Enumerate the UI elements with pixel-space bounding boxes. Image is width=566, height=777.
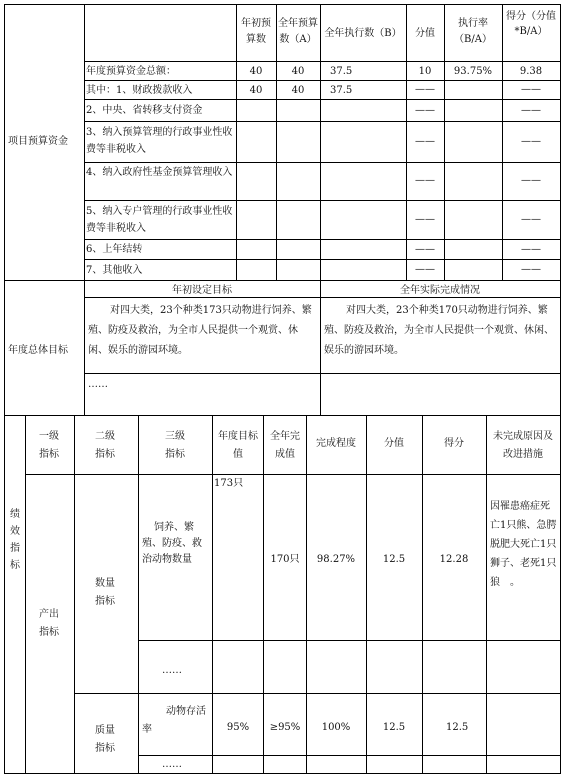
quantity-indicator: 饲养、繁殖、防疫、救治动物数量 [142, 522, 202, 565]
header-score: 得分 [444, 438, 464, 449]
grid-line [84, 297, 560, 298]
quantity-target: 173只 [214, 478, 244, 489]
budget-value: —— [415, 136, 435, 147]
budget-score: —— [521, 105, 541, 116]
budget-row-label: 6、上年结转 [86, 244, 143, 255]
quality-label: 质量指标 [95, 725, 115, 754]
grid-line [320, 4, 321, 415]
budget-row-label: 2、中央、省转移支付资金 [86, 105, 203, 116]
grid-line [84, 99, 560, 100]
budget-value: 10 [418, 66, 432, 77]
budget-score: —— [521, 84, 541, 95]
quantity-label: 数量指标 [95, 578, 115, 607]
budget-value: —— [415, 175, 435, 186]
grid-line [212, 415, 213, 773]
budget-row-label: 5、纳入专户管理的行政事业性收费等非税收入 [86, 206, 233, 234]
grid-line [138, 415, 139, 773]
grid-line [422, 415, 423, 773]
grid-line [366, 415, 367, 773]
goals-planned-text: 对四大类，23个种类173只动物进行饲养、繁殖、防疫及救治，为全市人民提供一个观赏、休闲、娱乐的游园环境。 [88, 305, 312, 356]
budget-full: 40 [291, 85, 305, 96]
quantity-more: …… [162, 665, 182, 676]
budget-value: —— [415, 105, 435, 116]
header-target: 年度目标值 [218, 431, 258, 460]
budget-full: 40 [291, 66, 305, 77]
grid-line [4, 280, 560, 281]
quantity-reason: 因罹患癌症死亡1只熊、急腭脱肥大死亡1只狮子、老死1只狼 。 [490, 501, 557, 588]
grid-line [84, 239, 560, 240]
budget-score: 9.38 [519, 66, 543, 77]
budget-row-label: 年度预算资金总额： [86, 66, 176, 77]
grid-line [74, 693, 560, 694]
budget-section-label: 项目预算资金 [8, 136, 68, 147]
grid-line [84, 162, 560, 163]
grid-line [84, 61, 560, 62]
header-full-year-budget: 全年预算数（A） [278, 18, 318, 45]
grid-line [25, 474, 560, 475]
goals-more: …… [88, 379, 108, 390]
grid-line [306, 415, 307, 773]
grid-line [486, 415, 487, 773]
grid-line [444, 4, 445, 280]
grid-line [4, 415, 560, 416]
quality-more: …… [162, 759, 182, 770]
goals-label: 年度总体目标 [8, 345, 68, 356]
quality-indicator: 动物存活率 [142, 706, 206, 735]
budget-initial: 40 [249, 66, 263, 77]
header-reason: 未完成原因及改进措施 [493, 431, 553, 460]
grid-line [84, 259, 560, 260]
grid-line [4, 4, 560, 5]
budget-exec: 37.5 [330, 66, 353, 77]
level1-output: 产出指标 [39, 609, 59, 638]
header-score: 得分（分值*B/A） [506, 11, 556, 37]
grid-line [263, 415, 264, 773]
header-execution-rate: 执行率（B/A） [454, 18, 492, 45]
grid-line [4, 773, 560, 774]
grid-line [138, 755, 560, 756]
goals-planned-header: 年初设定目标 [172, 285, 232, 296]
header-level3: 三级指标 [165, 431, 185, 460]
quantity-score: 12.28 [439, 554, 469, 565]
grid-line [4, 4, 5, 774]
grid-line [25, 415, 26, 773]
header-execution: 全年执行数（B） [324, 28, 402, 39]
budget-row-label: 3、纳入预算管理的行政事业性收费等非税收入 [86, 127, 233, 155]
quantity-actual: 170只 [270, 554, 300, 565]
quality-target: 95% [226, 722, 250, 733]
header-initial-budget: 年初预算数 [241, 18, 271, 45]
budget-value: —— [415, 84, 435, 95]
grid-line [84, 121, 560, 122]
budget-score: —— [521, 244, 541, 255]
budget-row-label: 4、纳入政府性基金预算管理收入 [86, 167, 233, 178]
header-actual: 全年完成值 [270, 431, 300, 460]
quality-score: 12.5 [446, 722, 469, 733]
budget-row-label: 7、其他收入 [86, 265, 143, 276]
quantity-value: 12.5 [382, 554, 406, 565]
goals-actual-text: 对四大类，23个种类170只动物进行饲养、繁殖、防疫及救治，为全市人民提供一个观赏、休闲、娱乐的游园环境。 [324, 305, 554, 356]
budget-row-label: 其中：1、财政拨款收入 [86, 85, 193, 96]
budget-value: —— [415, 264, 435, 275]
grid-line [84, 80, 560, 81]
quantity-completion: 98.27% [316, 554, 356, 565]
budget-initial: 40 [249, 85, 263, 96]
grid-line [84, 4, 85, 415]
performance-label: 绩效指标 [10, 509, 20, 571]
budget-score: —— [521, 214, 541, 225]
header-value: 分值 [384, 438, 404, 449]
budget-exec: 37.5 [330, 85, 353, 96]
header-score-value: 分值 [415, 28, 435, 39]
budget-score: —— [521, 264, 541, 275]
budget-value: —— [415, 244, 435, 255]
grid-line [560, 4, 561, 774]
grid-line [74, 415, 75, 773]
quality-actual: ≥95% [269, 722, 301, 733]
grid-line [138, 640, 560, 641]
budget-value: —— [415, 214, 435, 225]
grid-line [84, 200, 560, 201]
header-level2: 二级指标 [95, 431, 115, 460]
budget-score: —— [521, 175, 541, 186]
quality-value: 12.5 [382, 722, 406, 733]
budget-rate: 93.75% [453, 66, 493, 77]
goals-actual-header: 全年实际完成情况 [400, 285, 480, 296]
grid-line [84, 373, 560, 374]
budget-score: —— [521, 136, 541, 147]
header-level1: 一级指标 [39, 431, 59, 460]
quality-completion: 100% [321, 722, 351, 733]
header-completion: 完成程度 [316, 438, 356, 449]
